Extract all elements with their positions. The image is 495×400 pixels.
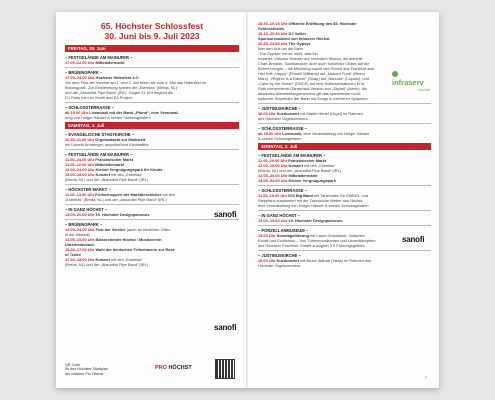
event-description: Wer den Kult um die Band xyxy=(258,46,304,51)
event-description: und die „Absurdist Pipe Band“ (IRL). Gegen 21 Uhr beginnt die xyxy=(65,90,174,95)
event-title: Orgelandacht zur Marktzeit xyxy=(95,137,146,142)
event-description: mit Lisbeth Armberger, anschließend Kirchkaffee xyxy=(65,142,149,147)
section-heading: – JUSTINUSKIRCHE – xyxy=(258,106,301,111)
event-extra: mit den „Estrellas“ xyxy=(111,257,143,262)
event-time: ab 19.00 Uhr xyxy=(258,131,282,136)
event-description: Höchster Orgelsommers xyxy=(258,263,301,268)
event-time: 18.30–19.15 Uhr xyxy=(258,21,288,26)
event-description: Vor dem Fest der Vereine am 1. und 2. Juli feiern wir zum 4. Mal das Hafenfest im xyxy=(65,80,206,85)
infraserv-logo xyxy=(392,69,430,92)
event-title: Frühschoppen der Marktbeschicker xyxy=(95,192,162,197)
event-title: DJ Volker xyxy=(288,31,307,36)
event-time: 11.00–13.00 Uhr xyxy=(65,192,95,197)
event-description: „Estrellas“ (Breda, NL) und der „Absurdist Pipe Band“ (IRL) xyxy=(65,197,167,202)
event-description: erwartet: Virtuose Musiker auf höchstem Niveau, die aktuelle xyxy=(258,56,363,61)
event-title: Konzert xyxy=(95,172,110,177)
title-line1: 65. Höchster Schlossfest xyxy=(100,21,204,31)
event-description: Brüningpark. Zur Einstimmung spielen die „Estrellas“ (Breda, NL) xyxy=(65,85,178,90)
event-description: Stepptanz zusammen mit der Tanzschule Weber aus Höchst, xyxy=(258,198,364,203)
event-description: kulturelle Repertoire der Band mit Songs in mehreren Sprachen. xyxy=(258,96,369,101)
event-title: Höchster Hafenfest 4.0: xyxy=(95,75,139,80)
section-heading: – FESTGELÄNDE AM MAINUFER – xyxy=(65,152,133,157)
event-title: 19. Höchster Designparcours xyxy=(95,212,150,217)
hoechst-logo-text: HÖCHST xyxy=(168,364,192,371)
event-description: (Breda, NL) und der „Absurdist Pipe Band“ (IRL) xyxy=(65,262,149,267)
event-time: 13.00–24.00 Uhr xyxy=(65,227,95,232)
event-description: Roth interpretierte Gänsehaut-Version von „Skyfall“ (Adele). Als xyxy=(258,86,367,91)
day-header-saturday: SAMSTAG, 1. Juli xyxy=(65,122,239,129)
event-time: 15.00 Uhr xyxy=(258,233,276,238)
event-description: eine Veranstaltung von Holger Häuser & seinen Schlossgeistern xyxy=(258,203,369,208)
event-time: 10.30–11.00 Uhr xyxy=(65,137,95,142)
divider xyxy=(65,102,239,103)
event-time: 16.00 Uhr xyxy=(258,111,276,116)
section-heading: – HÖCHSTER MARKT – xyxy=(65,187,111,192)
program-booklet xyxy=(56,12,439,388)
event-title: Livemusik mit der Band „Pfund“, eine Veranstal- xyxy=(89,110,179,115)
event-extra: mit Bruce Wahab (Tabla) im Rahmen des xyxy=(300,258,372,263)
right-page xyxy=(248,12,439,388)
event-title-cont: Sponsorenabend von Infraserv Höchst xyxy=(258,36,330,41)
event-title: Livemusik, xyxy=(282,131,303,136)
section-heading: – SCHLOSSTERRASSE – xyxy=(258,188,307,193)
event-title: Konzert xyxy=(288,163,303,168)
section-heading: – SCHLOSSTERRASSE – xyxy=(65,105,114,110)
event-title: Blasorchester Höchst / Musikverein xyxy=(95,237,162,242)
event-time: 13.00–24.00 Uhr xyxy=(258,178,288,183)
page-title xyxy=(65,21,239,41)
event-time: 13.00–24.00 Uhr xyxy=(65,167,95,172)
event-extra: mit Martin Hertel (Orgel) im Rahmen xyxy=(300,111,363,116)
sanofi-logo: sanofi xyxy=(402,235,425,244)
event-title: Mittelaltermarkt xyxy=(288,173,318,178)
event-description: & seinen Schlossgeistern xyxy=(258,136,302,141)
section-heading: – BRÜNINGPARK – xyxy=(65,70,103,75)
event-time: 15.30–17.00 Uhr xyxy=(65,247,95,252)
page-number: 7 xyxy=(424,375,427,380)
event-description: Exotik und Exotismus – Von Türkenmusikanten und Löwenkämpfern xyxy=(258,238,376,243)
event-line xyxy=(258,178,431,183)
event-title: Sonntagsführung xyxy=(276,233,310,238)
divider xyxy=(258,225,431,226)
left-page xyxy=(56,12,247,388)
event-time: 11.00–19.00 Uhr xyxy=(258,193,288,198)
event-extra: (auch an einzelnen Orten xyxy=(126,227,171,232)
event-title: 19. Höchster Designparcours xyxy=(288,218,343,223)
divider xyxy=(65,204,239,205)
day-header-sunday: SONNTAG, 2. Juli xyxy=(258,143,431,150)
event-description: „Cake by the Ocean“ (DNCE) auf eine Kultursensationen Ena xyxy=(258,81,364,86)
divider xyxy=(258,210,431,211)
event-description: des Höchster Orgelsommers xyxy=(258,116,308,121)
event-title: Kurzkonzert xyxy=(276,258,300,263)
section-heading: – EVANGELISCHE STADTKIRCHE – xyxy=(65,132,134,137)
event-time: 12.00–15.00 Uhr xyxy=(258,163,288,168)
event-description: Hier trifft „Happy“ (Pharell Williams) auf „Uptown Funk“ (Bruno xyxy=(258,71,365,76)
title-line2: 30. Juni bis 9. Juli 2023 xyxy=(104,31,200,41)
event-extra: mit den „Estrellas“ xyxy=(304,163,336,168)
section-heading: – FESTGELÄNDE AM MAINUFER – xyxy=(258,153,326,158)
event-time: 16.00 Uhr xyxy=(258,258,276,263)
event-title: IKS Big Band xyxy=(288,193,313,198)
event-title: Französischer Markt xyxy=(288,158,327,163)
event-line xyxy=(65,60,239,65)
qr-caption-line: der Initiative Pro Höchst xyxy=(65,371,104,376)
event-extra: mit den xyxy=(162,192,176,197)
divider xyxy=(258,185,431,186)
event-title: Konzert xyxy=(95,257,110,262)
event-title-cont: Schlossfestes xyxy=(258,26,285,31)
event-description: tung von Holger Häuser & seinen Schlossgeistern xyxy=(65,115,151,120)
event-title: Kleiner Vergnügungspark xyxy=(288,178,336,183)
event-extra: eine Veranstaltung von Holger Häuser xyxy=(303,131,370,136)
event-description: (Breda, NL) und der „Absurdist Pipe Band“ (IRL) xyxy=(65,177,149,182)
event-time: 14.00–15.00 Uhr xyxy=(65,237,95,242)
section-heading: – IN GANZ HÖCHST – xyxy=(258,213,301,218)
event-title: Französischer Markt xyxy=(95,157,134,162)
event-extra: mit den „Estrellas“ xyxy=(111,172,143,177)
divider xyxy=(258,103,431,104)
event-time: 15.00–18.00 Uhr xyxy=(65,172,95,177)
qr-code-icon[interactable] xyxy=(215,359,235,379)
qr-footer xyxy=(65,363,240,377)
infraserv-logo-sub: höchst xyxy=(418,87,430,92)
event-description: „The Gypsys“ kennt, weiß, was ihn xyxy=(258,51,318,56)
infraserv-dot-icon xyxy=(392,71,398,77)
event-time: 13.00–20.00 Uhr xyxy=(65,212,95,217)
event-description: Chart-Breaker, Soulklassiker, aber auch funkelnde Oldies auf die xyxy=(258,61,370,66)
event-description: Mars), „Rhythm is a Dancer“ (Snap) auf „Narcotic“ (Liquido), und xyxy=(258,76,369,81)
event-title: Mittelaltermarkt xyxy=(95,162,125,167)
event-title: Kurzkonzert xyxy=(276,111,300,116)
event-title: Kleiner Vergnügungspark für Kinder xyxy=(95,167,163,172)
event-description: (Breda, NL) und der „Absurdist Pipe Band“ (IRL) xyxy=(258,168,342,173)
event-title: The Gypsys xyxy=(288,41,311,46)
section-heading: – JUSTINUSKIRCHE – xyxy=(258,253,301,258)
event-time: 19.15–20.30 Uhr xyxy=(258,31,288,36)
event-time: 20.30–24.00 Uhr xyxy=(258,41,288,46)
event-time: 17.00–18.00 Uhr xyxy=(65,257,95,262)
infraserv-wordmark: infraserv xyxy=(392,78,424,87)
qr-caption-line: QR-Code xyxy=(65,362,81,367)
pro-logo-text: PRO xyxy=(155,364,167,371)
divider xyxy=(258,250,431,251)
event-title: Fest der Vereine xyxy=(95,227,126,232)
section-heading: – BRÜNINGPARK – xyxy=(65,222,103,227)
sanofi-logo: sanofi xyxy=(214,210,237,219)
divider xyxy=(65,219,239,220)
event-title-cont: of Tralee xyxy=(65,252,82,257)
event-time: 13.00–19.00 Uhr xyxy=(258,218,288,223)
section-heading: – PORZELLANMUSEUM – xyxy=(258,228,309,233)
section-heading: – SCHLOSSTERRASSE – xyxy=(258,126,307,131)
event-title: Mittelaltermarkt xyxy=(95,60,125,65)
event-description: in der Altstadt) xyxy=(65,232,90,237)
divider xyxy=(65,67,239,68)
pro-hoechst-logo xyxy=(155,365,192,371)
event-line xyxy=(65,212,239,217)
qr-caption-line: für den Höchster Stadtplan xyxy=(65,367,108,371)
event-time: 11.00–22.00 Uhr xyxy=(65,162,95,167)
section-heading: – IN GANZ HÖCHST – xyxy=(65,207,108,212)
event-time: 11.00–24.00 Uhr xyxy=(65,157,95,162)
divider xyxy=(65,149,239,150)
event-title: Wahl der deutschen Teilnehmerin zur Rose xyxy=(95,247,175,252)
event-description: Bühne bringen – die Mischung macht den Sound aus Frankfurt aus! xyxy=(258,66,375,71)
divider xyxy=(65,184,239,185)
event-time: 17.00–24.00 Uhr xyxy=(65,75,95,80)
event-extra: mit Tanzboden für SWING- und xyxy=(314,193,369,198)
day-header-friday: FREITAG, 30. Juni xyxy=(65,45,239,52)
event-description: aus Höchster Porzellan. Eintritt zuzüglich 3 € Führungsgebühr xyxy=(258,243,365,248)
event-description: absolutes Alleinstellungsmerkmal gilt das spielerische multi- xyxy=(258,91,361,96)
section-heading: – FESTGELÄNDE AM MAINUFER – xyxy=(65,55,133,60)
event-time: 17.00–22.00 Uhr xyxy=(65,60,95,65)
event-line xyxy=(258,218,431,223)
event-title: Offizielle Eröffnung des 65. Höchster xyxy=(288,21,357,26)
event-time: 11.00–20.00 Uhr xyxy=(258,158,288,163)
qr-caption xyxy=(65,363,145,377)
event-description: DJ-Party mit Leo Smith and EA Project. xyxy=(65,95,133,100)
sanofi-logo: sanofi xyxy=(214,323,237,332)
infraserv-logo-text xyxy=(392,69,430,87)
event-extra: mit Laura Grossbach: Zwischen xyxy=(310,233,365,238)
divider xyxy=(258,123,431,124)
event-time: 12.00–20.00 Uhr xyxy=(258,173,288,178)
event-time: ab 19.00 Uhr xyxy=(65,110,89,115)
event-title-cont: Unterliederbach xyxy=(65,242,95,247)
